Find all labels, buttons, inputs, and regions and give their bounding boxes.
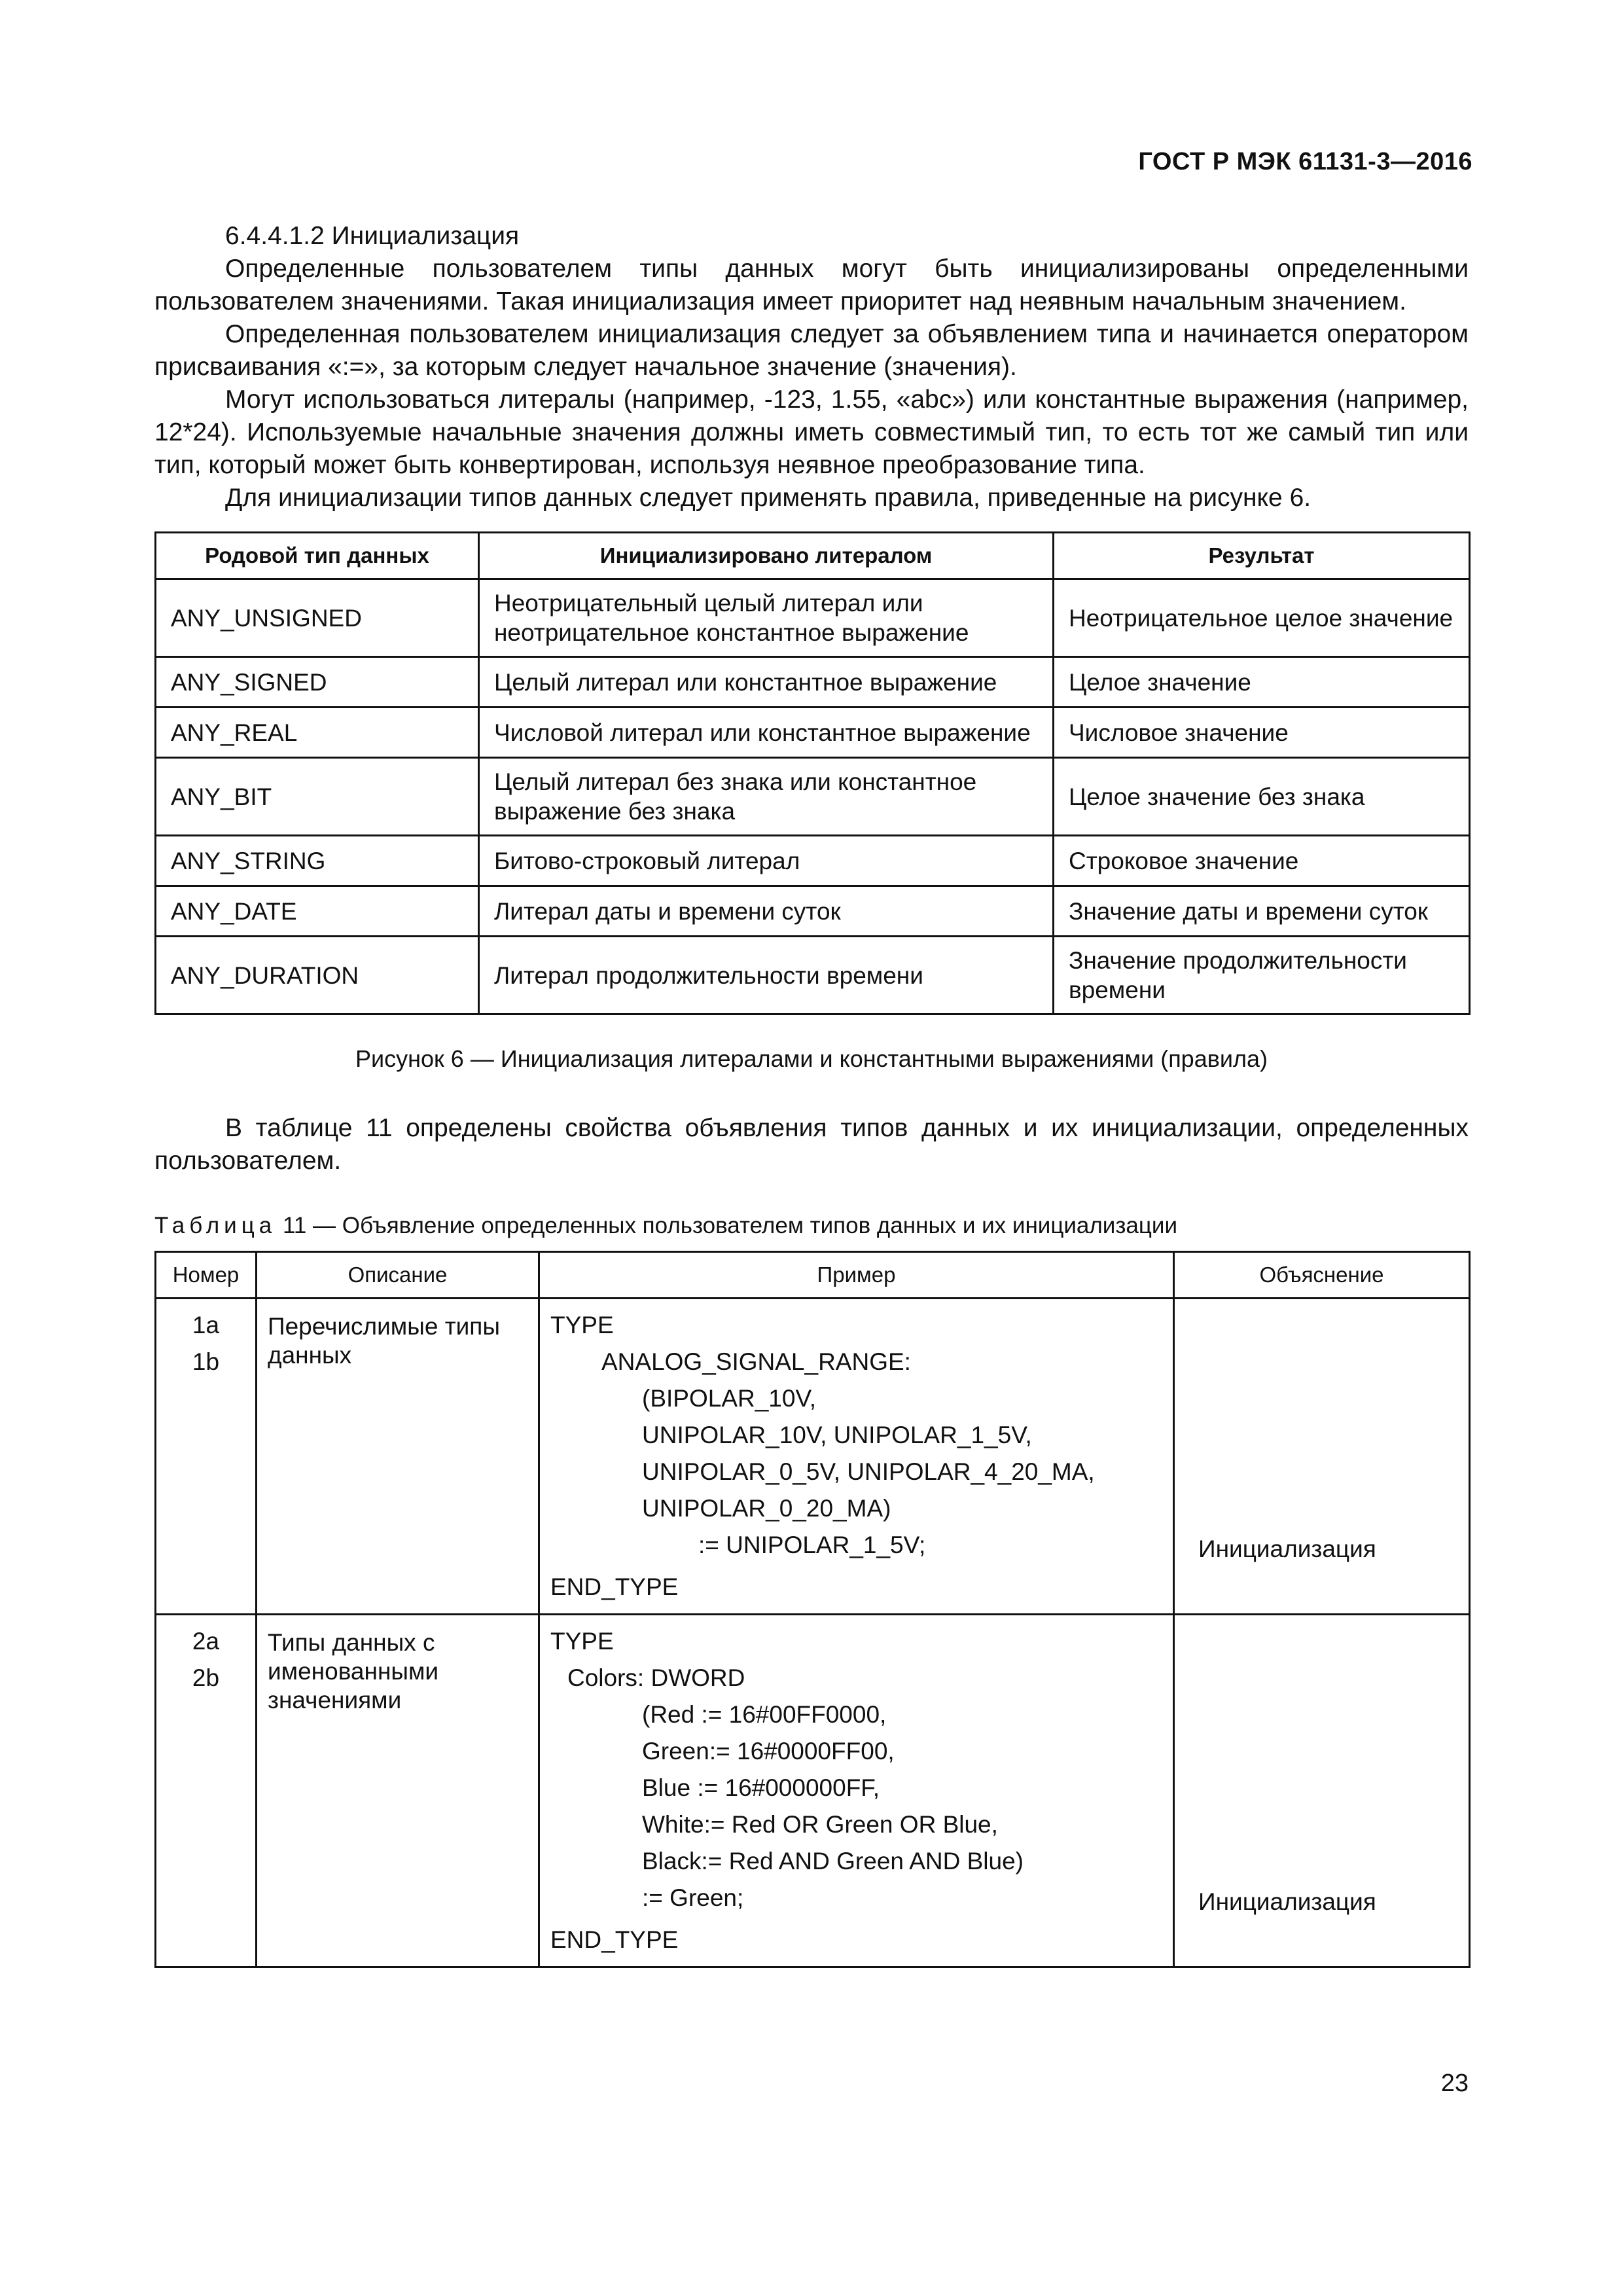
table-cell: Литерал продолжительности времени (479, 937, 1054, 1014)
table-cell: Литерал даты и времени суток (479, 886, 1054, 937)
table-cell: ANY_SIGNED (156, 657, 479, 708)
table-cell: Значение продолжительности времени (1054, 937, 1470, 1014)
table-cell: ANY_STRING (156, 836, 479, 886)
code-line: := Green; (642, 1884, 744, 1911)
code-line: White:= Red OR Green OR Blue, (642, 1811, 998, 1838)
paragraph-3: Могут использоваться литералы (например, -123, 1.55, «abc») или константные выражения (например, 12*24). Используемые начальные значения должны иметь совместимый тип, то есть тот же самый тип или тип, который может быть конвертирован, используя неявное преобразование типа. (154, 386, 1469, 479)
table-row (156, 886, 1470, 937)
table-cell: Числовой литерал или константное выражение (479, 708, 1054, 758)
page-content (154, 220, 1469, 1968)
table-cell: ANY_DATE (156, 886, 479, 937)
code-line: (BIPOLAR_10V, (642, 1385, 817, 1412)
row-number: 1b (192, 1348, 220, 1375)
standard-code-header: ГОСТ Р МЭК 61131-3—2016 (1138, 148, 1472, 175)
code-line: TYPE (550, 1312, 614, 1338)
table-row (156, 579, 1470, 657)
figure-6-header-literal: Инициализировано литералом (479, 533, 1054, 579)
code-line: UNIPOLAR_0_5V, UNIPOLAR_4_20_MA, (642, 1458, 1095, 1485)
figure-6-caption: Рисунок 6 — Инициализация литералами и константными выражениями (правила) (355, 1045, 1268, 1072)
row-description: Перечислимые типы данных (257, 1299, 539, 1615)
table-row (156, 836, 1470, 886)
table-row (156, 937, 1470, 1014)
row-number: 2b (192, 1664, 220, 1691)
table-row (156, 708, 1470, 758)
table-11-caption (154, 1213, 1469, 1239)
table-row (156, 758, 1470, 836)
code-line: Green:= 16#0000FF00, (642, 1738, 895, 1765)
table-cell: Неотрицательное целое значение (1054, 579, 1470, 657)
table-cell: Целый литерал без знака или константное выражение без знака (479, 758, 1054, 836)
row-explanation: Инициализация (1174, 1615, 1470, 1967)
table-11 (154, 1251, 1471, 1968)
table-cell: Неотрицательный целый литерал или неотрицательное константное выражение (479, 579, 1054, 657)
figure-6-rules-table (154, 531, 1471, 1015)
paragraph-4: Для инициализации типов данных следует применять правила, приведенные на рисунке 6. (225, 484, 1311, 512)
table-cell: ANY_DURATION (156, 937, 479, 1014)
table-cell: Целое значение без знака (1054, 758, 1470, 836)
code-line: UNIPOLAR_10V, UNIPOLAR_1_5V, (642, 1422, 1032, 1448)
table-11-header-explanation: Объяснение (1174, 1252, 1470, 1299)
row-number: 1a (192, 1312, 220, 1338)
code-line: UNIPOLAR_0_20_MA) (642, 1495, 891, 1522)
table-cell: ANY_BIT (156, 758, 479, 836)
code-line: TYPE (550, 1628, 614, 1655)
table-11-header-example: Пример (539, 1252, 1174, 1299)
code-line: (Red := 16#00FF0000, (642, 1701, 887, 1728)
table-11-caption-text: 11 — Объявление определенных пользователем типов данных и их инициализации (282, 1213, 1178, 1238)
row-explanation: Инициализация (1174, 1299, 1470, 1615)
code-line: Colors: DWORD (567, 1664, 745, 1691)
code-line: ANALOG_SIGNAL_RANGE: (601, 1348, 911, 1375)
code-line: Black:= Red AND Green AND Blue) (642, 1848, 1024, 1874)
row-number-cell (156, 1299, 257, 1615)
code-line: Blue := 16#000000FF, (642, 1774, 880, 1801)
code-line: END_TYPE (550, 1926, 679, 1953)
code-line: := UNIPOLAR_1_5V; (698, 1532, 926, 1558)
table-11-header-number: Номер (156, 1252, 257, 1299)
code-example-cell (539, 1615, 1174, 1967)
table-row (156, 1299, 1470, 1615)
row-description: Типы данных с именованными значениями (257, 1615, 539, 1967)
table-cell: ANY_REAL (156, 708, 479, 758)
table-cell: Значение даты и времени суток (1054, 886, 1470, 937)
table-11-caption-label: Таблица (154, 1213, 277, 1238)
row-number-cell (156, 1615, 257, 1967)
table-11-header-description: Описание (257, 1252, 539, 1299)
row-number: 2a (192, 1628, 220, 1655)
table-cell: Строковое значение (1054, 836, 1470, 886)
table-11-intro: В таблице 11 определены свойства объявления типов данных и их инициализации, определенных пользователем. (154, 1114, 1469, 1175)
figure-6-header-result: Результат (1054, 533, 1470, 579)
code-line: END_TYPE (550, 1573, 679, 1600)
table-cell: Целый литерал или константное выражение (479, 657, 1054, 708)
paragraph-1: Определенные пользователем типы данных могут быть инициализированы определенными пользователем значениями. Такая инициализация имеет приоритет над неявным начальным значением. (154, 255, 1469, 315)
figure-6-header-type: Родовой тип данных (156, 533, 479, 579)
code-example-cell (539, 1299, 1174, 1615)
table-row (156, 657, 1470, 708)
section-heading: 6.4.4.1.2 Инициализация (225, 222, 520, 250)
table-cell: Числовое значение (1054, 708, 1470, 758)
table-cell: ANY_UNSIGNED (156, 579, 479, 657)
table-cell: Битово-строковый литерал (479, 836, 1054, 886)
paragraph-2: Определенная пользователем инициализация следует за объявлением типа и начинается оператором присваивания «:=», за которым следует начальное значение (значения). (154, 320, 1469, 381)
page-number: 23 (1440, 2070, 1469, 2097)
table-cell: Целое значение (1054, 657, 1470, 708)
table-row (156, 1615, 1470, 1967)
